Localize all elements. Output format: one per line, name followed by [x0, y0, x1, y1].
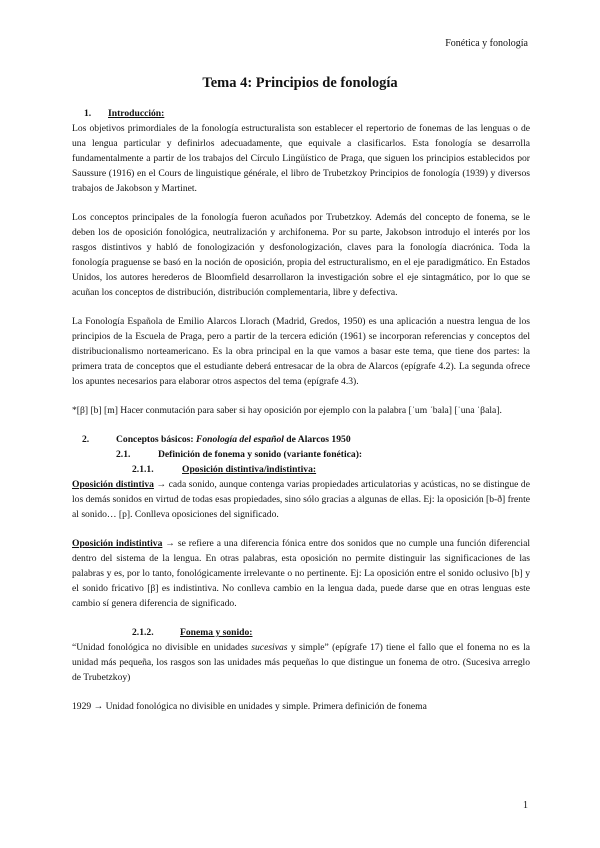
arrow: → — [162, 538, 178, 549]
paragraph: La Fonología Española de Emilio Alarcos Llorach (Madrid, Gredos, 1950) es una aplicación a nuestra lengua de los principios de la Escuela de Praga, pero a partir de la tercera edición (1961) se incorporan referencias y conceptos del distribucionalismo norteamericano. Es la obra principal en la que vamos a basar este tema, que tiene dos partes: la primera trata de conceptos que el estudiante deberá entresacar de la obra de Alarcos (epígrafe 4.2). La segunda ofrece los apuntes necesarios para elaborar otros aspectos del tema (epígrafe 4.3). — [72, 316, 530, 387]
paragraph-indistintiva — [72, 536, 530, 611]
paragraph: Los objetivos primordiales de la fonología estructuralista son establecer el repertorio de fonemas de las lenguas o de una lengua particular y definirlos adecuadamente, que equivale a clasificarlos. Esta fonología se desarrolla fundamentalmente a partir de los trabajos del Círculo Lingüístico de Praga, que siguen los principios establecidos por Saussure (1916) en el Cours de linguistique générale, el libro de Trubetzkoy Principios de fonología (1939) y diversos trabajos de Jakobson y Martinet. — [72, 123, 530, 194]
term: Oposición distintiva — [72, 479, 154, 490]
term: Oposición indistintiva — [72, 538, 163, 549]
subsection-2-1-2-heading — [72, 625, 530, 640]
paragraph-distintiva — [72, 477, 530, 522]
quote-start: “Unidad fonológica no divisible en unidades — [72, 642, 252, 653]
definition: cada sonido, aunque contenga varias propiedades articulatorias y acústicas, no se distingue de los demás sonidos en virtud de todas esas propiedades, sino sólo gracias a algunas de ellas. Ej: la oposición [b-ð] frente al sonido… [p]. Conlleva oposiciones del significado. — [72, 479, 530, 520]
paragraph-1929: 1929 → Unidad fonológica no divisible en unidades y simple. Primera definición de fonema — [72, 701, 427, 712]
section-title-pre: Conceptos básicos: — [116, 434, 196, 445]
subsection-number: 2.1. — [116, 449, 131, 460]
paragraph-note: *[β] [b] [m] Hacer conmutación para saber si hay oposición por ejemplo con la palabra [ˈum ˈbala] [ˈuna ˈβala]. — [72, 405, 502, 416]
subsection-title: Definición de fonema y sonido (variante fonética): — [158, 449, 363, 460]
subsection-number: 2.1.1. — [132, 464, 154, 475]
subsection-2-1-1-heading — [72, 462, 530, 477]
section-2-heading — [72, 432, 530, 447]
paragraph-quote — [72, 640, 530, 685]
paragraph: Los conceptos principales de la fonología fueron acuñados por Trubetzkoy. Además del concepto de fonema, se le deben los de oposición fonológica, neutralización y archifonema. Por su parte, Jakobson introdujo el interés por los rasgos distintivos y habló de fonologización y desfonologización, claves para la fonología diacrónica. Toda la fonología praguense se basó en la noción de oposición, propia del estructuralismo, en el eje paradigmático. En Estados Unidos, los autores herederos de Bloomfield desarrollaron la investigación sobre el eje sintagmático, por lo que se acuñan los conceptos de distribución, distribución complementaria, libre y defectiva. — [72, 212, 530, 298]
arrow: → — [153, 479, 169, 490]
page-number: 1 — [523, 800, 528, 811]
document-body — [72, 106, 530, 728]
section-1-heading — [72, 106, 530, 121]
section-title: Introducción: — [108, 108, 165, 119]
subsection-number: 2.1.2. — [132, 627, 154, 638]
definition: se refiere a una diferencia fónica entre dos sonidos que no cumple una función diferencial dentro del sistema de la lengua. En otras palabras, esta oposición no permite distinguir las significaciones de las palabras y es, por lo tanto, fonológicamente irrelevante o no pertinente. Ej: La oposición entre el sonido oclusivo [b] y el sonido fricativo [β] es indistintiva. No conlleva cambio en la lengua dada, puede darse que en otras lenguas este cambio sí genera diferencia de significado. — [72, 538, 531, 609]
section-number: 2. — [82, 434, 90, 445]
section-title-post: de Alarcos 1950 — [283, 434, 351, 445]
subsection-title: Fonema y sonido: — [180, 627, 253, 638]
running-header: Fonética y fonología — [445, 38, 528, 49]
page-title: Tema 4: Principios de fonología — [202, 75, 398, 91]
quote-rest: y simple” (epígrafe 17) tiene el fallo que el fonema no es la unidad más pequeña, los rasgos son las unidades más pequeñas lo que distingue un fonema de otro. (Sucesiva arreglo de Trubetzkoy) — [72, 642, 530, 683]
section-number: 1. — [84, 108, 92, 119]
quote-emphasis: sucesivas — [251, 642, 288, 653]
subsection-2-1-heading — [72, 447, 530, 462]
book-title: Fonología del español — [195, 434, 284, 445]
subsection-title: Oposición distintiva/indistintiva: — [182, 464, 317, 475]
